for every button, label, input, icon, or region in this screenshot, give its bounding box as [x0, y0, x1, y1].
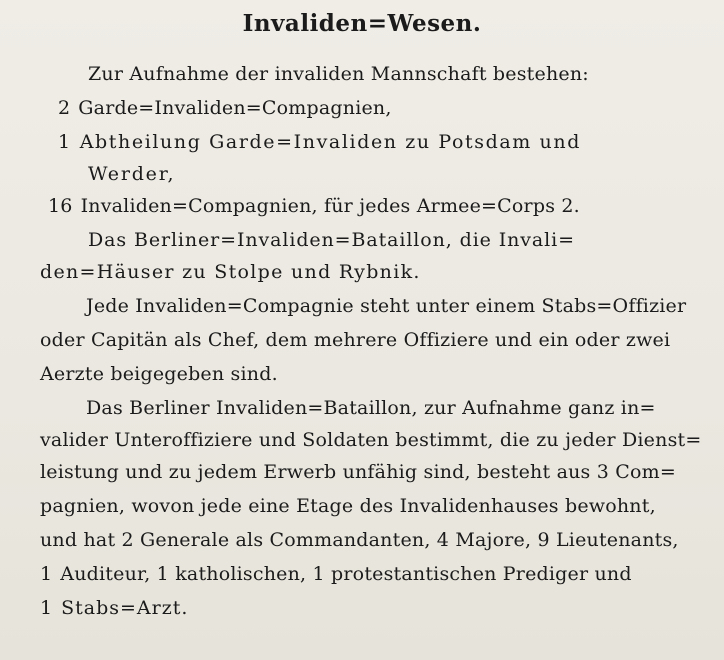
- line-number: 16: [48, 195, 73, 217]
- text-line-2: [58, 96, 698, 120]
- line-text: Aerzte beigegeben sind.: [40, 363, 278, 385]
- line-text: valider Unteroffiziere und Soldaten bestimmt, die zu jeder Dienst=: [40, 429, 702, 451]
- line-number: 1: [40, 563, 53, 585]
- line-text: Zur Aufnahme der invaliden Mannschaft bestehen:: [88, 63, 589, 85]
- text-line-10: [40, 362, 340, 386]
- line-text: leistung und zu jedem Erwerb unfähig sind, besteht aus 3 Com=: [40, 461, 676, 483]
- text-line-8: [86, 294, 716, 318]
- text-line-14: [40, 494, 716, 518]
- line-text: Das Berliner Invaliden=Bataillon, zur Aufnahme ganz in=: [86, 397, 656, 419]
- text-line-11: [86, 396, 716, 420]
- line-text: Werder,: [88, 163, 176, 185]
- line-text: den=Häuser zu Stolpe und Rybnik.: [40, 261, 421, 283]
- line-number: 1: [40, 597, 54, 619]
- text-line-9: [40, 328, 716, 352]
- line-number: 1: [58, 131, 72, 153]
- line-number: 2: [58, 97, 71, 119]
- line-text: Invaliden=Compagnien, für jedes Armee=Corps 2.: [80, 195, 580, 217]
- text-line-15: [40, 528, 716, 552]
- text-line-17: [40, 596, 340, 620]
- line-text: Stabs=Arzt.: [61, 597, 189, 619]
- text-line-6: [88, 228, 708, 252]
- line-text: pagnien, wovon jede eine Etage des Invalidenhauses bewohnt,: [40, 495, 656, 517]
- text-line-4: [88, 162, 288, 186]
- line-text: und hat 2 Generale als Commandanten, 4 Majore, 9 Lieutenants,: [40, 529, 679, 551]
- line-text: Jede Invaliden=Compagnie steht unter einem Stabs=Offizier: [86, 295, 687, 317]
- text-line-7: [40, 260, 540, 284]
- text-line-12: [40, 428, 716, 452]
- line-text: Das Berliner=Invaliden=Bataillon, die Invali=: [88, 229, 575, 251]
- text-line-3: [58, 130, 718, 154]
- text-line-1: [88, 62, 708, 86]
- text-line-5: [48, 194, 708, 218]
- line-text: Garde=Invaliden=Compagnien,: [78, 97, 392, 119]
- line-text: Auditeur, 1 katholischen, 1 protestantischen Prediger und: [60, 563, 632, 585]
- text-line-16: [40, 562, 716, 586]
- text-line-13: [40, 460, 716, 484]
- line-text: oder Capitän als Chef, dem mehrere Offiziere und ein oder zwei: [40, 329, 671, 351]
- document-title: Invaliden=Wesen.: [242, 10, 482, 37]
- line-text: Abtheilung Garde=Invaliden zu Potsdam und: [79, 131, 581, 153]
